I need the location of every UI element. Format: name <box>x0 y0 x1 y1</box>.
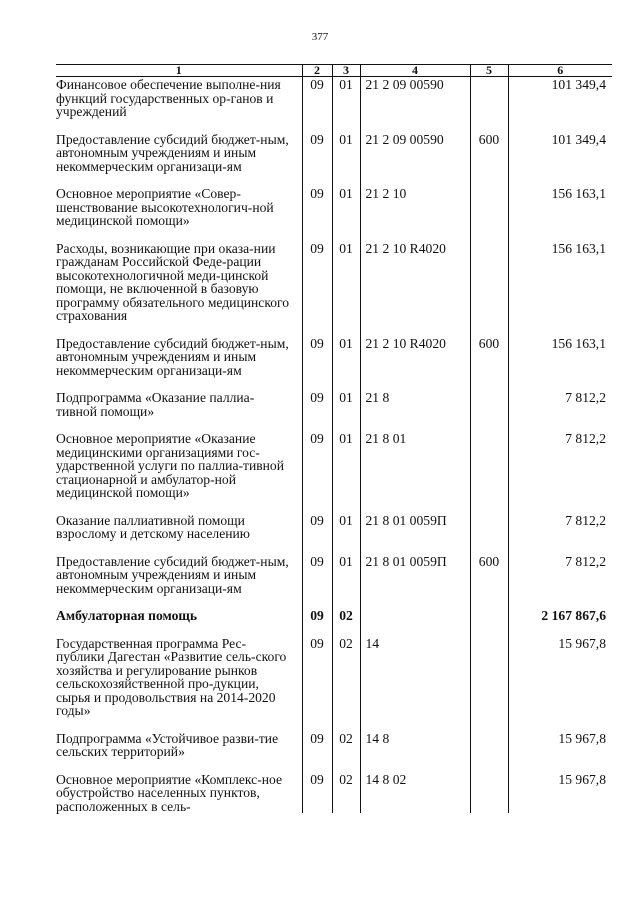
row-target-article-code: 21 8 01 0059П <box>360 555 470 610</box>
row-expense-type-code <box>470 432 508 514</box>
row-amount: 156 163,1 <box>508 337 612 392</box>
row-expense-type-code <box>470 242 508 337</box>
row-target-article-code: 21 2 09 00590 <box>360 133 470 188</box>
row-expense-type-code <box>470 609 508 637</box>
row-subsection-code: 01 <box>332 187 360 242</box>
row-amount: 156 163,1 <box>508 242 612 337</box>
row-section-code: 09 <box>302 391 332 432</box>
row-section-code: 09 <box>302 432 332 514</box>
row-name: Подпрограмма «Устойчивое разви-тие сельских территорий» <box>56 730 279 759</box>
row-amount: 156 163,1 <box>508 187 612 242</box>
row-section-code: 09 <box>302 77 332 133</box>
row-section-code: 09 <box>302 514 332 555</box>
row-section-code: 09 <box>302 637 332 732</box>
budget-table <box>56 64 612 813</box>
row-expense-type-code <box>470 187 508 242</box>
row-amount: 2 167 867,6 <box>508 609 612 637</box>
column-header-4: 4 <box>360 65 470 77</box>
row-name: Основное мероприятие «Совер-шенствование высокотехнологич-ной медицинской помощи» <box>56 186 274 228</box>
row-subsection-code: 02 <box>332 732 360 773</box>
column-header-5: 5 <box>470 65 508 77</box>
row-name: Оказание паллиативной помощи взрослому и детскому населению <box>56 512 250 541</box>
row-name: Предоставление субсидий бюджет-ным, автономным учреждениям и иным некоммерческим организаци-ям <box>56 131 289 174</box>
row-section-code: 09 <box>302 555 332 610</box>
row-subsection-code: 01 <box>332 133 360 188</box>
row-subsection-code: 01 <box>332 555 360 610</box>
row-subsection-code: 02 <box>332 637 360 732</box>
row-expense-type-code <box>470 637 508 732</box>
table-row <box>56 732 612 773</box>
row-amount: 15 967,8 <box>508 732 612 773</box>
table-row <box>56 432 612 514</box>
row-section-code: 09 <box>302 732 332 773</box>
row-amount: 7 812,2 <box>508 391 612 432</box>
row-amount: 7 812,2 <box>508 514 612 555</box>
table-row <box>56 773 612 814</box>
row-target-article-code <box>360 609 470 637</box>
row-name: Предоставление субсидий бюджет-ным, автономным учреждениям и иным некоммерческим организаци-ям <box>56 553 289 596</box>
row-amount: 7 812,2 <box>508 432 612 514</box>
row-name: Предоставление субсидий бюджет-ным, автономным учреждениям и иным некоммерческим организаци-ям <box>56 335 289 378</box>
column-header-6: 6 <box>508 65 612 77</box>
row-target-article-code: 21 2 09 00590 <box>360 77 470 133</box>
table-row <box>56 555 612 610</box>
row-target-article-code: 21 2 10 <box>360 187 470 242</box>
table-row <box>56 391 612 432</box>
row-name: Расходы, возникающие при оказа-нии гражданам Российской Феде-рации высокотехнологичной меди-цинской помощи, не включенной в базовую программу обязательного медицинского страхования <box>56 240 290 323</box>
row-target-article-code: 21 8 01 0059П <box>360 514 470 555</box>
row-subsection-code: 01 <box>332 242 360 337</box>
table-row <box>56 242 612 337</box>
table-row <box>56 133 612 188</box>
row-target-article-code: 21 8 <box>360 391 470 432</box>
row-amount: 15 967,8 <box>508 637 612 732</box>
table-row <box>56 609 612 637</box>
row-amount: 7 812,2 <box>508 555 612 610</box>
row-name: Подпрограмма «Оказание паллиа-тивной помощи» <box>56 390 255 419</box>
row-expense-type-code: 600 <box>470 337 508 392</box>
table-header-row <box>56 65 612 77</box>
row-subsection-code: 01 <box>332 77 360 133</box>
row-expense-type-code: 600 <box>470 555 508 610</box>
row-target-article-code: 14 8 02 <box>360 773 470 814</box>
row-subsection-code: 02 <box>332 609 360 637</box>
row-subsection-code: 01 <box>332 391 360 432</box>
row-subsection-code: 02 <box>332 773 360 814</box>
row-section-code: 09 <box>302 609 332 637</box>
row-subsection-code: 01 <box>332 337 360 392</box>
table-row <box>56 337 612 392</box>
table-row <box>56 187 612 242</box>
row-name: Амбулаторная помощь <box>56 608 198 623</box>
row-name: Основное мероприятие «Оказание медицинскими организациями гос-ударственной услуги по паллиа-тивной стационарной и амбулатор-ной медицинской помощи» <box>56 431 284 500</box>
table-row <box>56 637 612 732</box>
row-amount: 101 349,4 <box>508 77 612 133</box>
table-row <box>56 514 612 555</box>
column-header-1: 1 <box>56 65 302 77</box>
row-subsection-code: 01 <box>332 432 360 514</box>
row-target-article-code: 14 8 <box>360 732 470 773</box>
row-target-article-code: 21 2 10 R4020 <box>360 242 470 337</box>
row-section-code: 09 <box>302 337 332 392</box>
row-target-article-code: 14 <box>360 637 470 732</box>
row-subsection-code: 01 <box>332 514 360 555</box>
row-section-code: 09 <box>302 773 332 814</box>
table-body <box>56 77 612 814</box>
row-expense-type-code <box>470 391 508 432</box>
row-expense-type-code <box>470 773 508 814</box>
page-number: 377 <box>311 31 329 43</box>
row-name: Государственная программа Рес-публики Дагестан «Развитие сель-ского хозяйства и регулирование рынков сельскохозяйственной про-дукции, сырья и продовольствия на 2014-2020 годы» <box>56 635 287 718</box>
column-header-2: 2 <box>302 65 332 77</box>
row-target-article-code: 21 8 01 <box>360 432 470 514</box>
row-amount: 101 349,4 <box>508 133 612 188</box>
column-header-3: 3 <box>332 65 360 77</box>
row-section-code: 09 <box>302 187 332 242</box>
row-section-code: 09 <box>302 133 332 188</box>
table-row <box>56 77 612 133</box>
row-expense-type-code <box>470 514 508 555</box>
row-name: Финансовое обеспечение выполне-ния функций государственных ор-ганов и учреждений <box>56 77 281 119</box>
row-expense-type-code <box>470 77 508 133</box>
row-expense-type-code <box>470 732 508 773</box>
row-section-code: 09 <box>302 242 332 337</box>
row-target-article-code: 21 2 10 R4020 <box>360 337 470 392</box>
row-expense-type-code: 600 <box>470 133 508 188</box>
row-amount: 15 967,8 <box>508 773 612 814</box>
row-name: Основное мероприятие «Комплекс-ное обустройство населенных пунктов, расположенных в сель- <box>56 771 283 814</box>
